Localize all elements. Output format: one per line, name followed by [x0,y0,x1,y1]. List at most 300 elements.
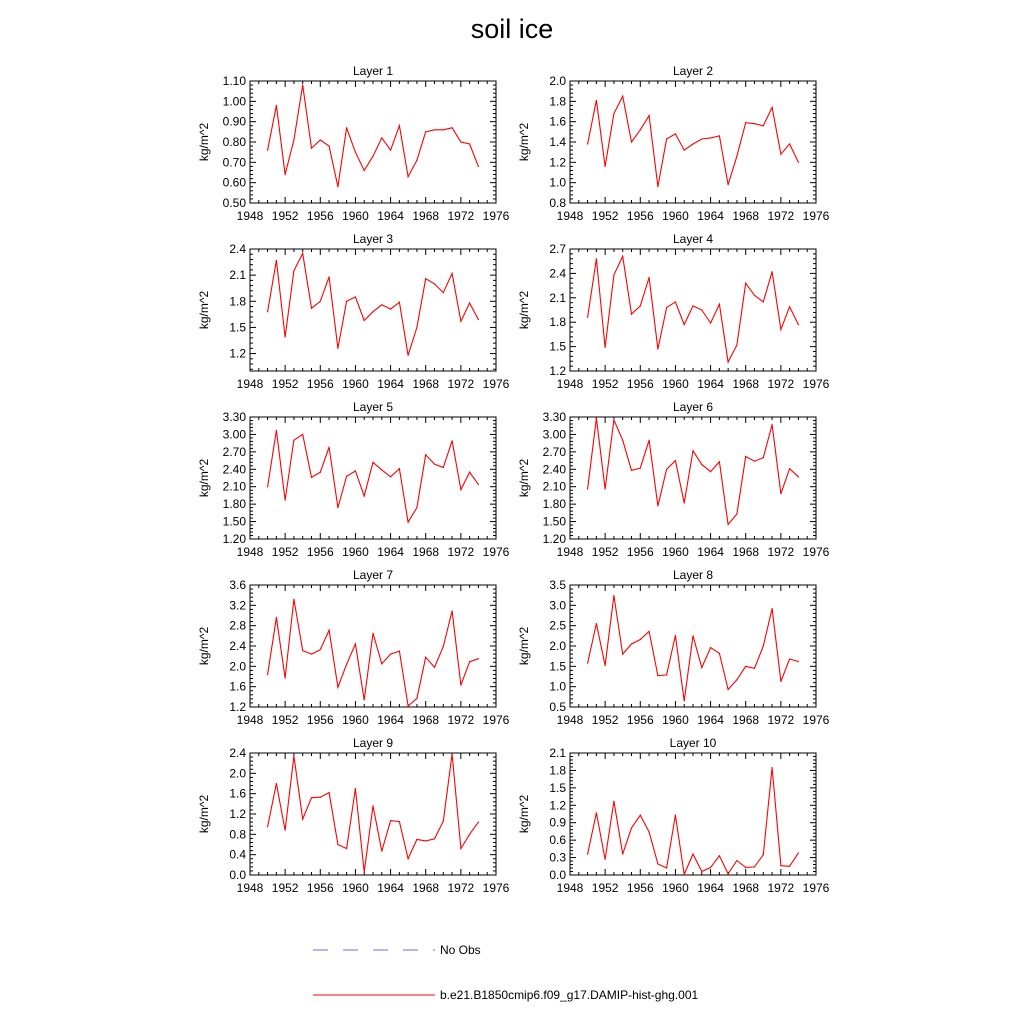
panel-10-xtick-label: 1952 [591,881,619,895]
panel-10-point [596,812,597,813]
panel-4-point [763,301,764,302]
panel-4-xtick-label: 1972 [767,377,795,391]
panel-1-point [276,105,277,106]
panel-7-point [311,654,312,655]
panel-1-ytick-label: 0.60 [222,175,246,190]
panel-7-frame [250,585,496,707]
panel-3-point [276,260,277,261]
panel-4-point [754,295,755,296]
panel-10-point [771,767,772,768]
panel-6-point [657,505,658,506]
panel-2-ytick-label: 1.6 [549,114,566,129]
panel-6-point [710,471,711,472]
panel-7-xtick-label: 1960 [342,713,369,727]
panel-8-point [789,658,790,659]
panel-1-xtick-label: 1960 [342,209,369,223]
panel-9-ytick-label: 2.0 [229,766,246,781]
panel-8-point [587,662,588,663]
panel-4-xtick-label: 1964 [697,377,724,391]
panel-9-ytick-label: 1.6 [229,786,246,801]
panel-6-point [763,457,764,458]
panel-7-point [399,650,400,651]
panel-1-ylabel: kg/m^2 [197,122,211,162]
panel-1-ytick-label: 1.10 [222,74,246,88]
panel-6-point [736,513,737,514]
panel-6-xtick-label: 1948 [556,545,584,559]
panel-9-point [460,848,461,849]
panel-2-point [587,143,588,144]
panel-8-point [701,667,702,668]
panel-8-xtick-label: 1960 [662,713,689,727]
panel-9-xtick-label: 1960 [342,881,369,895]
panel-9-title: Layer 9 [352,736,394,750]
panel-9-point [302,818,303,819]
panel-2-point [719,135,720,136]
panel-9-xtick-label: 1952 [271,881,299,895]
panel-9-point [416,839,417,840]
panel-8-frame [570,585,816,707]
panel-9-point [355,788,356,789]
panel-8-point [745,666,746,667]
panel-8-point [780,681,781,682]
panel-4-xtick-label: 1960 [662,377,689,391]
panel-10-point [798,852,799,853]
panel-8-ytick-label: 1.0 [549,679,566,694]
panel-5-point [443,467,444,468]
panel-5-ytick-label: 2.40 [222,462,246,477]
panel-10-point [754,866,755,867]
panel-5 [197,400,510,559]
panel-7-ytick-label: 1.6 [229,679,246,694]
panel-5-xtick-label: 1968 [412,545,440,559]
panel-8-xtick-label: 1948 [556,713,584,727]
panel-2-xtick-label: 1964 [697,209,724,223]
panel-1-point [355,152,356,153]
panel-1-ytick-label: 0.80 [222,135,246,149]
panel-9-xtick-label: 1968 [412,881,440,895]
panel-9-point [267,826,268,827]
panel-9-point [408,858,409,859]
panel-3-point [302,253,303,254]
panel-7-point [320,649,321,650]
panel-2-xtick-label: 1960 [662,209,689,223]
panel-7-point [346,664,347,665]
panel-7-point [408,705,409,706]
panel-1-point [381,137,382,138]
panel-3-xtick-label: 1960 [342,377,369,391]
panel-7-xtick-label: 1964 [377,713,404,727]
panel-10 [517,736,830,895]
panel-4-xtick-label: 1968 [732,377,760,391]
panel-6-point [605,488,606,489]
panel-5-point [399,468,400,469]
panel-8 [517,568,830,727]
panel-9-xtick-label: 1972 [447,881,475,895]
panel-10-title: Layer 10 [669,736,717,750]
panel-1-point [320,139,321,140]
panel-5-title: Layer 5 [352,400,394,414]
panel-4-point [745,283,746,284]
panel-5-point [478,484,479,485]
panel-1-point [364,170,365,171]
panel-3-point [355,296,356,297]
panel-3-point [311,308,312,309]
panel-3-xtick-label: 1972 [447,377,475,391]
figure-title: soil ice [470,14,554,44]
panel-2-point [789,143,790,144]
panel-7-point [443,646,444,647]
panel-9-point [372,805,373,806]
panel-6-ytick-label: 3.30 [542,410,566,424]
panel-3-xtick-label: 1964 [377,377,404,391]
panel-3-series-line [268,253,479,355]
panel-6-ylabel: kg/m^2 [517,458,531,498]
panel-4-point [771,271,772,272]
panel-9-point [328,792,329,793]
panel-6-point [640,468,641,469]
panel-4-point [640,305,641,306]
panel-5-ytick-label: 3.00 [222,427,246,442]
panel-8-point [613,595,614,596]
panel-3-point [337,348,338,349]
panel-3 [197,232,510,391]
panel-8-xtick-label: 1972 [767,713,795,727]
panel-1-point [469,143,470,144]
panel-4-point [789,306,790,307]
panel-3-point [267,311,268,312]
panel-5-point [267,486,268,487]
panel-10-point [736,860,737,861]
panel-4-point [657,348,658,349]
panel-4-frame [570,249,816,371]
panel-8-ylabel: kg/m^2 [517,626,531,666]
legend-model-label: b.e21.B1850cmip6.f09_g17.DAMIP-hist-ghg.001 [440,988,699,1002]
panel-5-point [434,463,435,464]
panel-10-xtick-label: 1976 [802,881,830,895]
panel-10-xtick-label: 1964 [697,881,724,895]
panel-10-xtick-label: 1956 [626,881,654,895]
panel-9-series-line [268,754,479,872]
panel-6-point [789,468,790,469]
panel-4-xtick-label: 1948 [556,377,584,391]
panel-1-point [267,150,268,151]
panel-5-xtick-label: 1964 [377,545,404,559]
panel-7-series-line [268,599,479,706]
panel-4-point [675,301,676,302]
panel-9-point [478,822,479,823]
panel-6-ytick-label: 2.10 [542,479,566,494]
panel-3-point [451,273,452,274]
panel-1-point [293,139,294,140]
panel-1-frame [250,81,496,203]
panel-10-point [719,855,720,856]
chart-panels [197,64,830,895]
panel-10-point [789,866,790,867]
panel-7-xtick-label: 1948 [236,713,264,727]
panel-7-point [390,654,391,655]
panel-1-point [390,150,391,151]
panel-7-point [355,643,356,644]
panel-5-point [451,440,452,441]
panel-10-point [640,815,641,816]
panel-5-point [364,495,365,496]
panel-9-xtick-label: 1948 [236,881,264,895]
panel-1-point [399,125,400,126]
panel-10-xtick-label: 1968 [732,881,760,895]
panel-5-point [416,507,417,508]
panel-3-ylabel: kg/m^2 [197,290,211,330]
panel-4-point [631,313,632,314]
panel-3-point [399,302,400,303]
panel-9-point [451,753,452,754]
panel-7-title: Layer 7 [352,568,394,582]
panel-6-xtick-label: 1972 [767,545,795,559]
panel-9-point [425,840,426,841]
panel-2-point [798,162,799,163]
panel-10-ytick-label: 1.8 [549,763,566,778]
panel-4-point [613,274,614,275]
panel-7-xtick-label: 1956 [306,713,334,727]
panel-2-xtick-label: 1972 [767,209,795,223]
panel-6-xtick-label: 1968 [732,545,760,559]
panel-10-point [692,853,693,854]
panel-6-ytick-label: 3.00 [542,427,566,442]
panel-6-xtick-label: 1952 [591,545,619,559]
panel-1-point [408,176,409,177]
panel-2-point [754,123,755,124]
panel-2-point [675,133,676,134]
panel-3-xtick-label: 1976 [482,377,510,391]
panel-3-point [320,301,321,302]
panel-4-ytick-label: 1.2 [549,364,566,378]
panel-6-ytick-label: 2.40 [542,462,566,477]
panel-8-point [754,668,755,669]
panel-8-xtick-label: 1956 [626,713,654,727]
panel-6 [517,400,830,559]
panel-2-point [666,138,667,139]
panel-7-point [328,630,329,631]
panel-9-point [293,755,294,756]
panel-4-ytick-label: 1.5 [549,339,566,354]
panel-4-point [701,309,702,310]
panel-8-point [771,608,772,609]
panel-5-point [408,522,409,523]
panel-10-point [613,801,614,802]
panel-5-point [460,489,461,490]
panel-4-point [666,307,667,308]
panel-3-point [478,319,479,320]
panel-1-point [443,129,444,130]
panel-8-point [657,675,658,676]
panel-1-xtick-label: 1968 [412,209,440,223]
panel-8-point [605,665,606,666]
panel-4 [517,232,830,391]
panel-10-ytick-label: 0.9 [549,815,566,830]
panel-9-point [443,821,444,822]
panel-2-point [710,137,711,138]
panel-1-point [302,84,303,85]
panel-4-xtick-label: 1976 [802,377,830,391]
panel-2-xtick-label: 1976 [802,209,830,223]
panel-8-point [719,653,720,654]
panel-5-xtick-label: 1960 [342,545,369,559]
panel-2-point [596,100,597,101]
panel-6-point [771,424,772,425]
panel-2-point [771,107,772,108]
panel-1-xtick-label: 1956 [306,209,334,223]
panel-10-point [587,853,588,854]
panel-1-point [425,131,426,132]
panel-8-series-line [588,596,799,701]
panel-7-ytick-label: 2.0 [229,659,246,674]
panel-7-point [434,667,435,668]
panel-5-point [355,470,356,471]
panel-4-point [648,277,649,278]
panel-6-point [622,440,623,441]
panel-10-point [622,853,623,854]
panel-9-point [381,851,382,852]
panel-9 [197,736,510,895]
panel-5-point [337,507,338,508]
panel-4-point [780,329,781,330]
panel-10-point [780,865,781,866]
panel-9-xtick-label: 1964 [377,881,404,895]
panel-9-ytick-label: 0.0 [229,868,246,882]
panel-10-point [657,863,658,864]
panel-4-point [605,347,606,348]
panel-3-point [293,270,294,271]
panel-8-xtick-label: 1964 [697,713,724,727]
panel-1-point [478,166,479,167]
panel-9-point [346,848,347,849]
panel-4-title: Layer 4 [672,232,714,246]
panel-7-ytick-label: 3.2 [229,598,246,613]
panel-10-point [684,874,685,875]
panel-1-point [372,156,373,157]
panel-6-point [684,502,685,503]
panel-10-point [605,859,606,860]
panel-4-point [684,324,685,325]
panel-9-xtick-label: 1956 [306,881,334,895]
panel-1-point [434,129,435,130]
panel-1-point [328,145,329,146]
panel-9-point [311,797,312,798]
panel-6-point [666,469,667,470]
panel-2-ytick-label: 1.8 [549,94,566,109]
panel-8-point [675,635,676,636]
panel-7-point [381,663,382,664]
panel-9-point [364,871,365,872]
panel-6-point [798,476,799,477]
panel-8-point [728,689,729,690]
panel-10-point [666,867,667,868]
panel-9-point [320,797,321,798]
panel-2-title: Layer 2 [672,64,714,78]
panel-4-point [728,361,729,362]
panel-7-ytick-label: 2.4 [229,639,246,653]
panel-5-point [320,472,321,473]
panel-8-point [684,700,685,701]
panel-4-point [798,324,799,325]
panel-4-ytick-label: 2.7 [549,242,566,256]
panel-2-point [692,143,693,144]
panel-7 [197,568,510,727]
panel-10-ytick-label: 1.5 [549,780,566,795]
panel-2-point [605,166,606,167]
panel-1-xtick-label: 1948 [236,209,264,223]
panel-1-ytick-label: 0.90 [222,114,246,129]
panel-5-ytick-label: 1.20 [222,532,246,546]
panel-4-ytick-label: 2.1 [549,290,566,305]
panel-10-ytick-label: 2.1 [549,746,566,760]
panel-10-xtick-label: 1972 [767,881,795,895]
panel-5-point [372,462,373,463]
panel-7-xtick-label: 1976 [482,713,510,727]
panel-7-ytick-label: 2.8 [229,618,246,633]
panel-6-point [701,464,702,465]
panel-7-point [469,661,470,662]
panel-8-ytick-label: 2.0 [549,639,566,653]
panel-10-frame [570,753,816,875]
panel-9-xtick-label: 1976 [482,881,510,895]
panel-3-point [372,311,373,312]
panel-4-xtick-label: 1956 [626,377,654,391]
legend-no-obs-label: No Obs [440,943,481,957]
panel-3-ytick-label: 1.8 [229,294,246,309]
panel-1-point [346,127,347,128]
panel-10-point [631,827,632,828]
panel-7-ytick-label: 3.6 [229,578,246,592]
panel-1-point [311,148,312,149]
panel-2-point [684,150,685,151]
panel-10-point [745,867,746,868]
panel-3-ytick-label: 2.4 [229,242,246,256]
panel-3-point [460,321,461,322]
panel-3-xtick-label: 1956 [306,377,334,391]
panel-5-point [425,454,426,455]
panel-4-point [719,304,720,305]
panel-8-point [640,639,641,640]
panel-5-point [381,469,382,470]
panel-6-point [648,440,649,441]
panel-5-xtick-label: 1972 [447,545,475,559]
panel-3-point [443,292,444,293]
panel-10-ytick-label: 0.6 [549,833,566,848]
panel-8-point [692,635,693,636]
panel-9-point [399,821,400,822]
panel-7-point [372,633,373,634]
panel-3-xtick-label: 1948 [236,377,264,391]
panel-8-title: Layer 8 [672,568,714,582]
panel-6-point [631,470,632,471]
panel-1-title: Layer 1 [352,64,394,78]
panel-1-series-line [268,85,479,187]
panel-10-xtick-label: 1948 [556,881,584,895]
panel-2-point [745,122,746,123]
panel-8-point [648,631,649,632]
panel-6-series-line [588,418,799,524]
panel-6-point [692,450,693,451]
panel-3-ytick-label: 1.2 [229,346,246,361]
panel-1-point [285,174,286,175]
panel-8-point [596,623,597,624]
panel-9-ytick-label: 2.4 [229,746,246,760]
panel-10-series-line [588,768,799,875]
panel-3-ytick-label: 1.5 [229,320,246,335]
panel-10-point [675,815,676,816]
panel-6-ytick-label: 1.50 [542,514,566,529]
panel-2 [517,64,830,223]
